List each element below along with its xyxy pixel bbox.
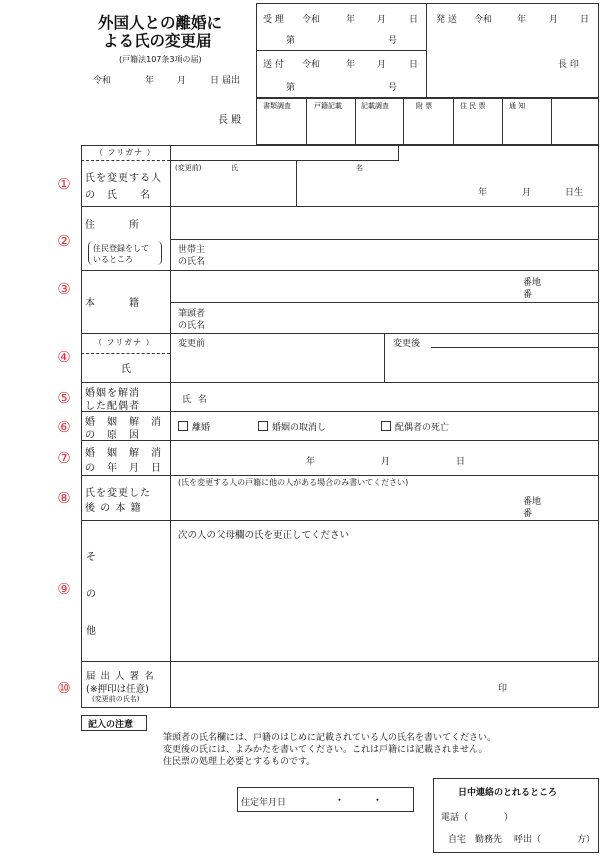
other-input[interactable] — [172, 540, 597, 659]
new-domicile-note: (氏を変更する人の戸籍に他の人がある場合のみ書いてください) — [178, 478, 409, 487]
domicile-ban: 番 — [523, 290, 533, 300]
new-domicile-label-a: 氏を変更した — [85, 488, 151, 499]
check-resident: 住 民 票 — [460, 102, 486, 110]
row-number-1: ① — [57, 175, 71, 193]
after-label: 変更後 — [393, 339, 421, 349]
signature-label-c: (変更前の氏名) — [92, 695, 140, 703]
check-docs: 書類調査 — [263, 102, 291, 110]
fixed-date-label: 住定年月日 — [241, 798, 287, 808]
surname-furigana-label: （ フリガナ ） — [94, 338, 155, 347]
householder-label-b: の氏名 — [178, 257, 206, 267]
before-change-tag: (変更前) — [175, 164, 202, 172]
dissolution-date-label-b: の 年 月 日 — [85, 463, 162, 474]
new-domicile-ban: 番 — [523, 509, 533, 519]
row-number-6: ⑥ — [57, 418, 71, 436]
form-subtitle: (戸籍法107条3項の届) — [119, 55, 202, 64]
address-input[interactable] — [172, 208, 597, 237]
signature-label-b: (※押印は任意) — [86, 684, 149, 695]
resident-note-b: いるところ — [93, 255, 133, 264]
other-label-c: 他 — [86, 626, 97, 637]
signature-input[interactable] — [172, 663, 490, 706]
dissolution-day: 日 — [456, 457, 466, 467]
dissolution-year: 年 — [306, 457, 316, 467]
given-name-input[interactable] — [298, 172, 448, 204]
before-label: 変更前 — [178, 339, 206, 349]
signature-label-a: 届 出 人 署 名 — [86, 671, 155, 682]
row-number-10: ⑩ — [57, 679, 71, 697]
domicile-input[interactable] — [172, 272, 517, 300]
birth-day: 日生 — [565, 188, 584, 198]
other-text: 次の人の父母欄の氏を更正してください — [178, 530, 350, 541]
form-title-line1: 外国人との離婚に — [98, 14, 223, 32]
notes-heading: 記入の注意 — [88, 720, 134, 730]
cause-divorce-option[interactable]: 離婚 — [178, 420, 210, 433]
householder-input[interactable] — [220, 241, 596, 268]
row-number-7: ⑦ — [57, 449, 71, 467]
form-title-line2: よる氏の変更届 — [103, 32, 212, 50]
domicile-label: 本 籍 — [85, 298, 140, 309]
check-notice: 通 知 — [509, 102, 526, 110]
spouse-name-input[interactable] — [215, 384, 597, 409]
check-register: 戸籍記載 — [314, 102, 342, 110]
dissolution-date-input[interactable] — [172, 442, 597, 473]
other-label-a: そ — [86, 552, 97, 563]
head-of-register-b: の氏名 — [178, 321, 206, 331]
contact-call[interactable]: 呼出（ — [514, 835, 542, 845]
birth-month: 月 — [522, 188, 532, 198]
seal-mark: 印 — [498, 684, 508, 694]
notes-line-1: 筆頭者の氏名欄には、戸籍のはじめに記載されている人の氏名を書いてください。 — [163, 733, 497, 743]
given-name-tag: 名 — [356, 164, 363, 172]
head-of-register-input[interactable] — [220, 304, 596, 331]
check-attached: 附 票 — [416, 102, 433, 110]
resident-note-a: 住民登録をして — [93, 244, 149, 253]
row-number-9: ⑨ — [57, 580, 71, 598]
householder-label-a: 世帯主 — [178, 245, 206, 255]
row-number-8: ⑧ — [57, 489, 71, 507]
surname-input[interactable] — [171, 172, 294, 204]
domicile-banchi: 番地 — [523, 278, 542, 288]
spouse-label-b: した配偶者 — [85, 401, 140, 412]
notes-line-3: 住民票の処理上必要とするものです。 — [163, 757, 316, 767]
cause-label-a: 婚 姻 解 消 — [85, 417, 162, 428]
contact-phone[interactable]: 電話（ ） — [441, 813, 514, 823]
row-number-2: ② — [57, 232, 71, 250]
check-review: 記載調査 — [361, 102, 389, 110]
checkbox-icon[interactable] — [381, 421, 391, 431]
furigana-label: （ フリガナ ） — [95, 148, 156, 157]
dissolution-date-label-a: 婚 姻 解 消 — [85, 448, 162, 459]
contact-suffix: 方） — [577, 835, 596, 845]
spouse-label-a: 婚姻を解消 — [85, 388, 140, 399]
contact-heading: 日中連絡のとれるところ — [458, 788, 558, 798]
surname-before-input[interactable] — [172, 348, 382, 380]
name-label-b: の 氏 名 — [85, 190, 151, 201]
checkbox-icon[interactable] — [258, 421, 268, 431]
surname-label: 氏 — [121, 364, 132, 375]
dissolution-month: 月 — [381, 457, 391, 467]
head-of-register-a: 筆頭者 — [178, 309, 206, 319]
notes-line-2: 変更後の氏には、よみかたを書いてください。これは戸籍には記載されません。 — [163, 745, 488, 755]
other-label-b: の — [86, 589, 97, 600]
name-label-a: 氏を変更する人 — [85, 173, 162, 184]
new-domicile-banchi: 番地 — [523, 497, 542, 507]
spouse-name-label: 氏 名 — [182, 395, 209, 405]
row-number-5: ⑤ — [57, 389, 71, 407]
contact-work[interactable]: 勤務先 — [475, 835, 503, 845]
row-number-4: ④ — [57, 348, 71, 366]
surname-tag: 氏 — [231, 164, 238, 172]
surname-after-input[interactable] — [386, 349, 597, 380]
contact-home[interactable]: 自宅 — [448, 835, 467, 845]
cause-label-b: の 原 因 — [85, 430, 140, 441]
checkbox-icon[interactable] — [178, 421, 188, 431]
birth-year: 年 — [478, 188, 488, 198]
cause-death-option[interactable]: 配偶者の死亡 — [381, 420, 449, 433]
new-domicile-input[interactable] — [172, 490, 517, 518]
address-label: 住 所 — [85, 220, 140, 231]
chief-addressee: 長 殿 — [218, 115, 242, 126]
fixed-date-sep-1: ・ — [335, 796, 345, 806]
fixed-date-sep-2: ・ — [373, 796, 383, 806]
cause-annulment-option[interactable]: 婚姻の取消し — [258, 420, 326, 433]
new-domicile-label-b: 後 の 本 籍 — [85, 503, 142, 514]
row-number-3: ③ — [57, 280, 71, 298]
